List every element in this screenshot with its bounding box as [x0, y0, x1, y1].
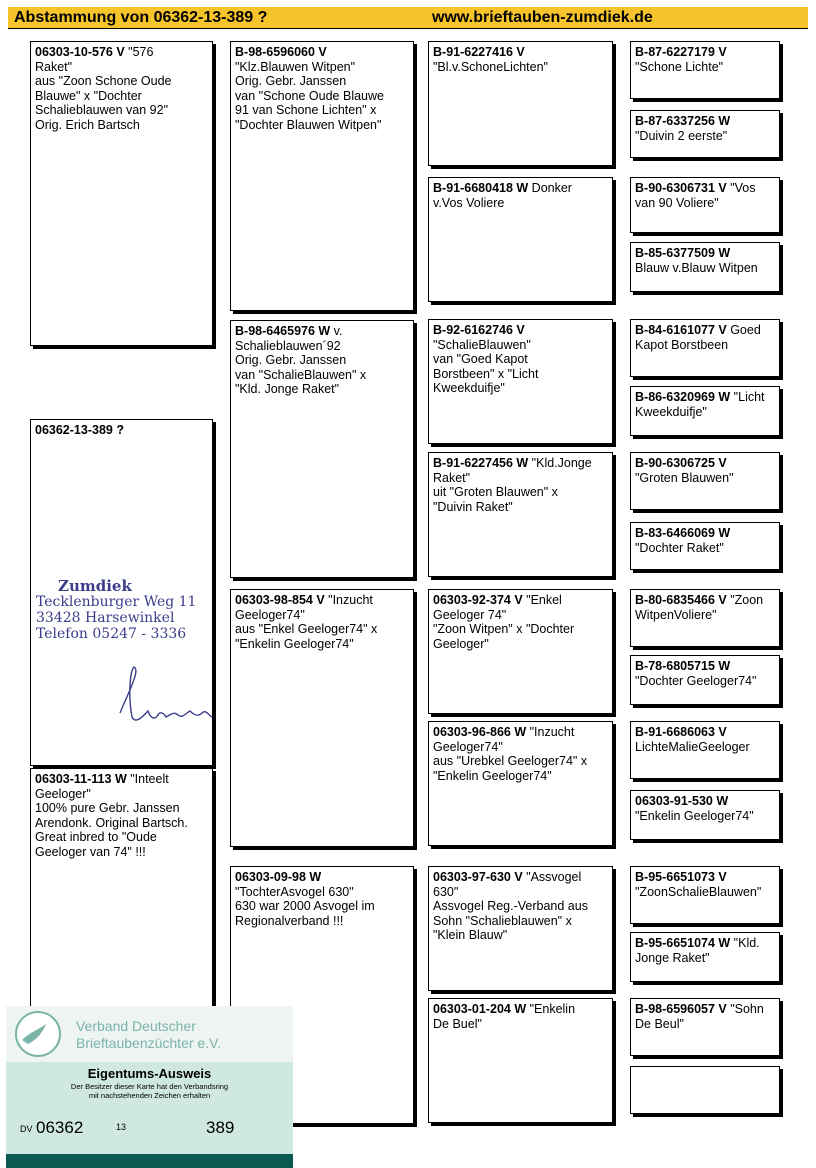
pedigree-line: aus "Zoon Schone Oude: [35, 74, 172, 88]
ancestor-box: [428, 998, 613, 1123]
pedigree-line: "Zoon: [726, 593, 764, 607]
pedigree-line: "Inzucht: [526, 725, 575, 739]
ancestor-box: [428, 866, 613, 991]
card-number: 389: [206, 1118, 235, 1137]
pedigree-line: van "SchalieBlauwen" x: [235, 367, 367, 382]
pedigree-line: "Licht: [730, 390, 765, 404]
pedigree-line: Goed: [726, 323, 761, 337]
pedigree-line: Orig. Gebr. Janssen: [235, 74, 347, 88]
ring-number: 06303-97-630 V: [433, 870, 523, 884]
stamp-name: Zumdiek: [58, 577, 132, 595]
pedigree-line: "Groten Blauwen": [635, 470, 734, 485]
pedigree-line: "Kld.: [730, 936, 760, 950]
pedigree-line: "Dochter Blauwen Witpen": [235, 117, 382, 132]
ring-number: B-84-6161077 V: [635, 323, 727, 337]
ancestor-box: [630, 932, 780, 982]
pedigree-line: Assvogel Reg.-Verband aus: [433, 899, 588, 913]
ancestor-box: [630, 589, 780, 647]
pedigree-line: van 90 Voliere": [635, 195, 719, 210]
card-club: 06362: [36, 1118, 84, 1137]
ring-number: 06303-11-113 W: [35, 772, 127, 786]
pedigree-line: "Enkelin Geeloger74": [433, 768, 552, 783]
pedigree-line: aus "Urebkel Geeloger74" x: [433, 754, 588, 768]
ring-number: B-86-6320969 W: [635, 390, 731, 404]
ring-number: B-85-6377509 W: [635, 246, 731, 260]
pedigree-line: "Kld. Jonge Raket": [235, 382, 340, 396]
ancestor-box: [630, 110, 780, 158]
pedigree-line: De Buel": [433, 1016, 482, 1031]
stamp-phone: Telefon 05247 - 3336: [36, 626, 187, 642]
pedigree-line: 100% pure Gebr. Janssen: [35, 801, 180, 815]
pedigree-line: "Enkelin Geeloger74": [635, 808, 754, 823]
website-url[interactable]: www.brieftauben-zumdiek.de: [432, 9, 653, 26]
ring-number: B-78-6805715 W: [635, 659, 731, 673]
ownership-card: [6, 1006, 293, 1168]
page-header: [8, 7, 808, 29]
ring-number: B-90-6306731 V: [635, 181, 727, 195]
pedigree-line: 630 war 2000 Asvogel im: [235, 899, 375, 913]
subject-ring: 06362-13-389 ?: [35, 423, 124, 437]
ring-number: B-98-6465976 W: [235, 324, 331, 338]
pedigree-line: "Sohn: [726, 1002, 764, 1016]
pedigree-line: "Kld.Jonge: [528, 456, 592, 470]
pedigree-line: Borstbeen" x "Licht: [433, 366, 539, 381]
pedigree-line: Regionalverband !!!: [235, 913, 344, 928]
ring-number: B-91-6227416 V: [433, 45, 525, 59]
ring-number: B-90-6306725 V: [635, 456, 727, 470]
pedigree-line: Arendonk. Original Bartsch.: [35, 815, 188, 830]
ring-number: B-98-6596057 V: [635, 1002, 727, 1016]
pedigree-line: "Inteelt: [126, 772, 169, 786]
pedigree-line: uit "Groten Blauwen" x: [433, 485, 558, 499]
ring-number: B-80-6835466 V: [635, 593, 727, 607]
pedigree-line: "SchalieBlauwen": [433, 337, 531, 352]
pedigree-line: "Vos: [726, 181, 756, 195]
pedigree-line: "Enkelin Geeloger74": [235, 636, 354, 651]
pedigree-line: WitpenVoliere": [635, 607, 717, 622]
pedigree-line: Geeloger 74": [433, 607, 507, 622]
card-org: Verband Deutscher Brieftaubenzüchter e.V.: [76, 1018, 222, 1051]
ancestor-box: [428, 721, 613, 846]
pedigree-line: "Dochter Geeloger74": [635, 673, 757, 688]
pedigree-line: Orig. Erich Bartsch: [35, 117, 140, 132]
signature: [110, 655, 220, 735]
ancestor-box: [630, 522, 780, 570]
pedigree-line: v.Vos Voliere: [433, 195, 505, 210]
pedigree-line: Jonge Raket": [635, 950, 710, 965]
ring-number: 06303-10-576 V: [35, 45, 125, 59]
pedigree-line: "TochterAsvogel 630": [235, 884, 354, 899]
pedigree-line: "Duivin 2 eerste": [635, 128, 728, 143]
ring-number: B-95-6651073 V: [635, 870, 727, 884]
stamp-city: 33428 Harsewinkel: [36, 610, 175, 626]
pedigree-line: "Inzucht: [324, 593, 373, 607]
ancestor-box: [230, 589, 414, 847]
dam-box: [30, 768, 213, 1030]
ancestor-box: [630, 319, 780, 377]
pedigree-line: aus "Enkel Geeloger74" x: [235, 622, 378, 636]
pedigree-line: "Schone Lichte": [635, 59, 724, 74]
card-year: 13: [116, 1122, 127, 1132]
pedigree-line: "Zoon Witpen" x "Dochter: [433, 622, 575, 636]
ancestor-box: [428, 177, 613, 302]
pedigree-line: Geeloger": [35, 786, 91, 801]
pedigree-line: "576: [124, 45, 154, 59]
ancestor-box: [630, 998, 780, 1056]
pedigree-line: Blauw v.Blauw Witpen: [635, 260, 758, 275]
ancestor-box: [428, 319, 613, 444]
ancestor-box: [230, 41, 414, 311]
pedigree-line: Kapot Borstbeen: [635, 337, 729, 352]
ancestor-box: [630, 721, 780, 779]
pedigree-line: "Klein Blauw": [433, 928, 508, 942]
pedigree-line: "Enkelin: [526, 1002, 576, 1016]
ancestor-box: [630, 452, 780, 510]
ancestor-box: [630, 655, 780, 705]
pedigree-line: Kweekduifje": [635, 404, 707, 419]
ring-number: 06303-91-530 W: [635, 794, 729, 808]
pedigree-line: Schalieblauwen van 92": [35, 103, 169, 117]
pedigree-line: "Klz.Blauwen Witpen": [235, 59, 356, 74]
ancestor-box: [630, 41, 780, 99]
pedigree-line: Blauwe" x "Dochter: [35, 88, 142, 103]
ancestor-box: [428, 589, 613, 714]
ring-number: B-95-6651074 W: [635, 936, 731, 950]
breeder-stamp: [36, 578, 216, 642]
pedigree-line: Orig. Gebr. Janssen: [235, 353, 347, 367]
ring-number: B-91-6227456 W: [433, 456, 529, 470]
pedigree-line: Schalieblauwen´92: [235, 338, 341, 353]
ring-number: B-87-6337256 W: [635, 114, 731, 128]
empty-ancestor-box: [630, 1066, 780, 1114]
ring-number: B-91-6686063 V: [635, 725, 727, 739]
pedigree-line: Sohn "Schalieblauwen" x: [433, 913, 572, 928]
ring-number: 06303-09-98 W: [235, 870, 322, 884]
card-prefix: DV: [20, 1124, 33, 1134]
ring-number: B-87-6227179 V: [635, 45, 727, 59]
pedigree-line: De Beul": [635, 1016, 684, 1031]
pedigree-line: Geeloger74": [235, 607, 305, 622]
pedigree-line: "Bl.v.SchoneLichten": [433, 59, 548, 74]
pedigree-line: Raket": [35, 59, 73, 74]
ancestor-box: [630, 790, 780, 840]
ancestor-box: [630, 386, 780, 436]
ring-number: 06303-98-854 V: [235, 593, 325, 607]
ring-number: B-83-6466069 W: [635, 526, 731, 540]
card-title: Eigentums-Ausweis: [87, 1066, 212, 1081]
pedigree-line: LichteMalieGeeloger: [635, 739, 750, 754]
pedigree-line: v.: [330, 324, 343, 338]
pedigree-line: Kweekduifje": [433, 381, 505, 395]
pedigree-line: van "Goed Kapot: [433, 352, 528, 366]
pedigree-line: Donker: [528, 181, 572, 195]
ring-number: 06303-96-866 W: [433, 725, 527, 739]
pedigree-line: Geeloger van 74" !!!: [35, 844, 146, 859]
ancestor-box: [630, 866, 780, 924]
dove-logo-icon: [12, 1010, 64, 1058]
stamp-street: Tecklenburger Weg 11: [36, 594, 197, 610]
pedigree-line: "Enkel: [522, 593, 562, 607]
pedigree-line: van "Schone Oude Blauwe: [235, 88, 384, 103]
pedigree-line: 91 van Schone Lichten" x: [235, 103, 377, 117]
pedigree-line: Great inbred to "Oude: [35, 830, 157, 844]
pedigree-line: Geeloger74": [433, 739, 503, 754]
sire-box: [30, 41, 213, 346]
ancestor-box: [630, 242, 780, 292]
pedigree-line: "Assvogel: [522, 870, 582, 884]
pedigree-line: 630": [433, 884, 459, 899]
card-note: Der Besitzer dieser Karte hat den Verbandsring mit nachstehenden Zeichen erhalten: [70, 1082, 229, 1100]
pedigree-line: Raket": [433, 470, 471, 485]
ring-number: B-91-6680418 W: [433, 181, 529, 195]
pedigree-line: "ZoonSchalieBlauwen": [635, 884, 762, 899]
pedigree-line: Geeloger": [433, 636, 489, 651]
ring-number: 06303-92-374 V: [433, 593, 523, 607]
ancestor-box: [428, 452, 613, 577]
ring-number: 06303-01-204 W: [433, 1002, 527, 1016]
page-title: Abstammung von 06362-13-389 ?: [14, 9, 268, 26]
ancestor-box: [428, 41, 613, 166]
card-bottom-band: [6, 1154, 293, 1168]
pedigree-line: "Duivin Raket": [433, 499, 513, 514]
pedigree-line: "Dochter Raket": [635, 540, 724, 555]
ring-number: B-92-6162746 V: [433, 323, 525, 337]
ancestor-box: [230, 320, 414, 578]
ancestor-box: [630, 177, 780, 233]
ring-number: B-98-6596060 V: [235, 45, 327, 59]
